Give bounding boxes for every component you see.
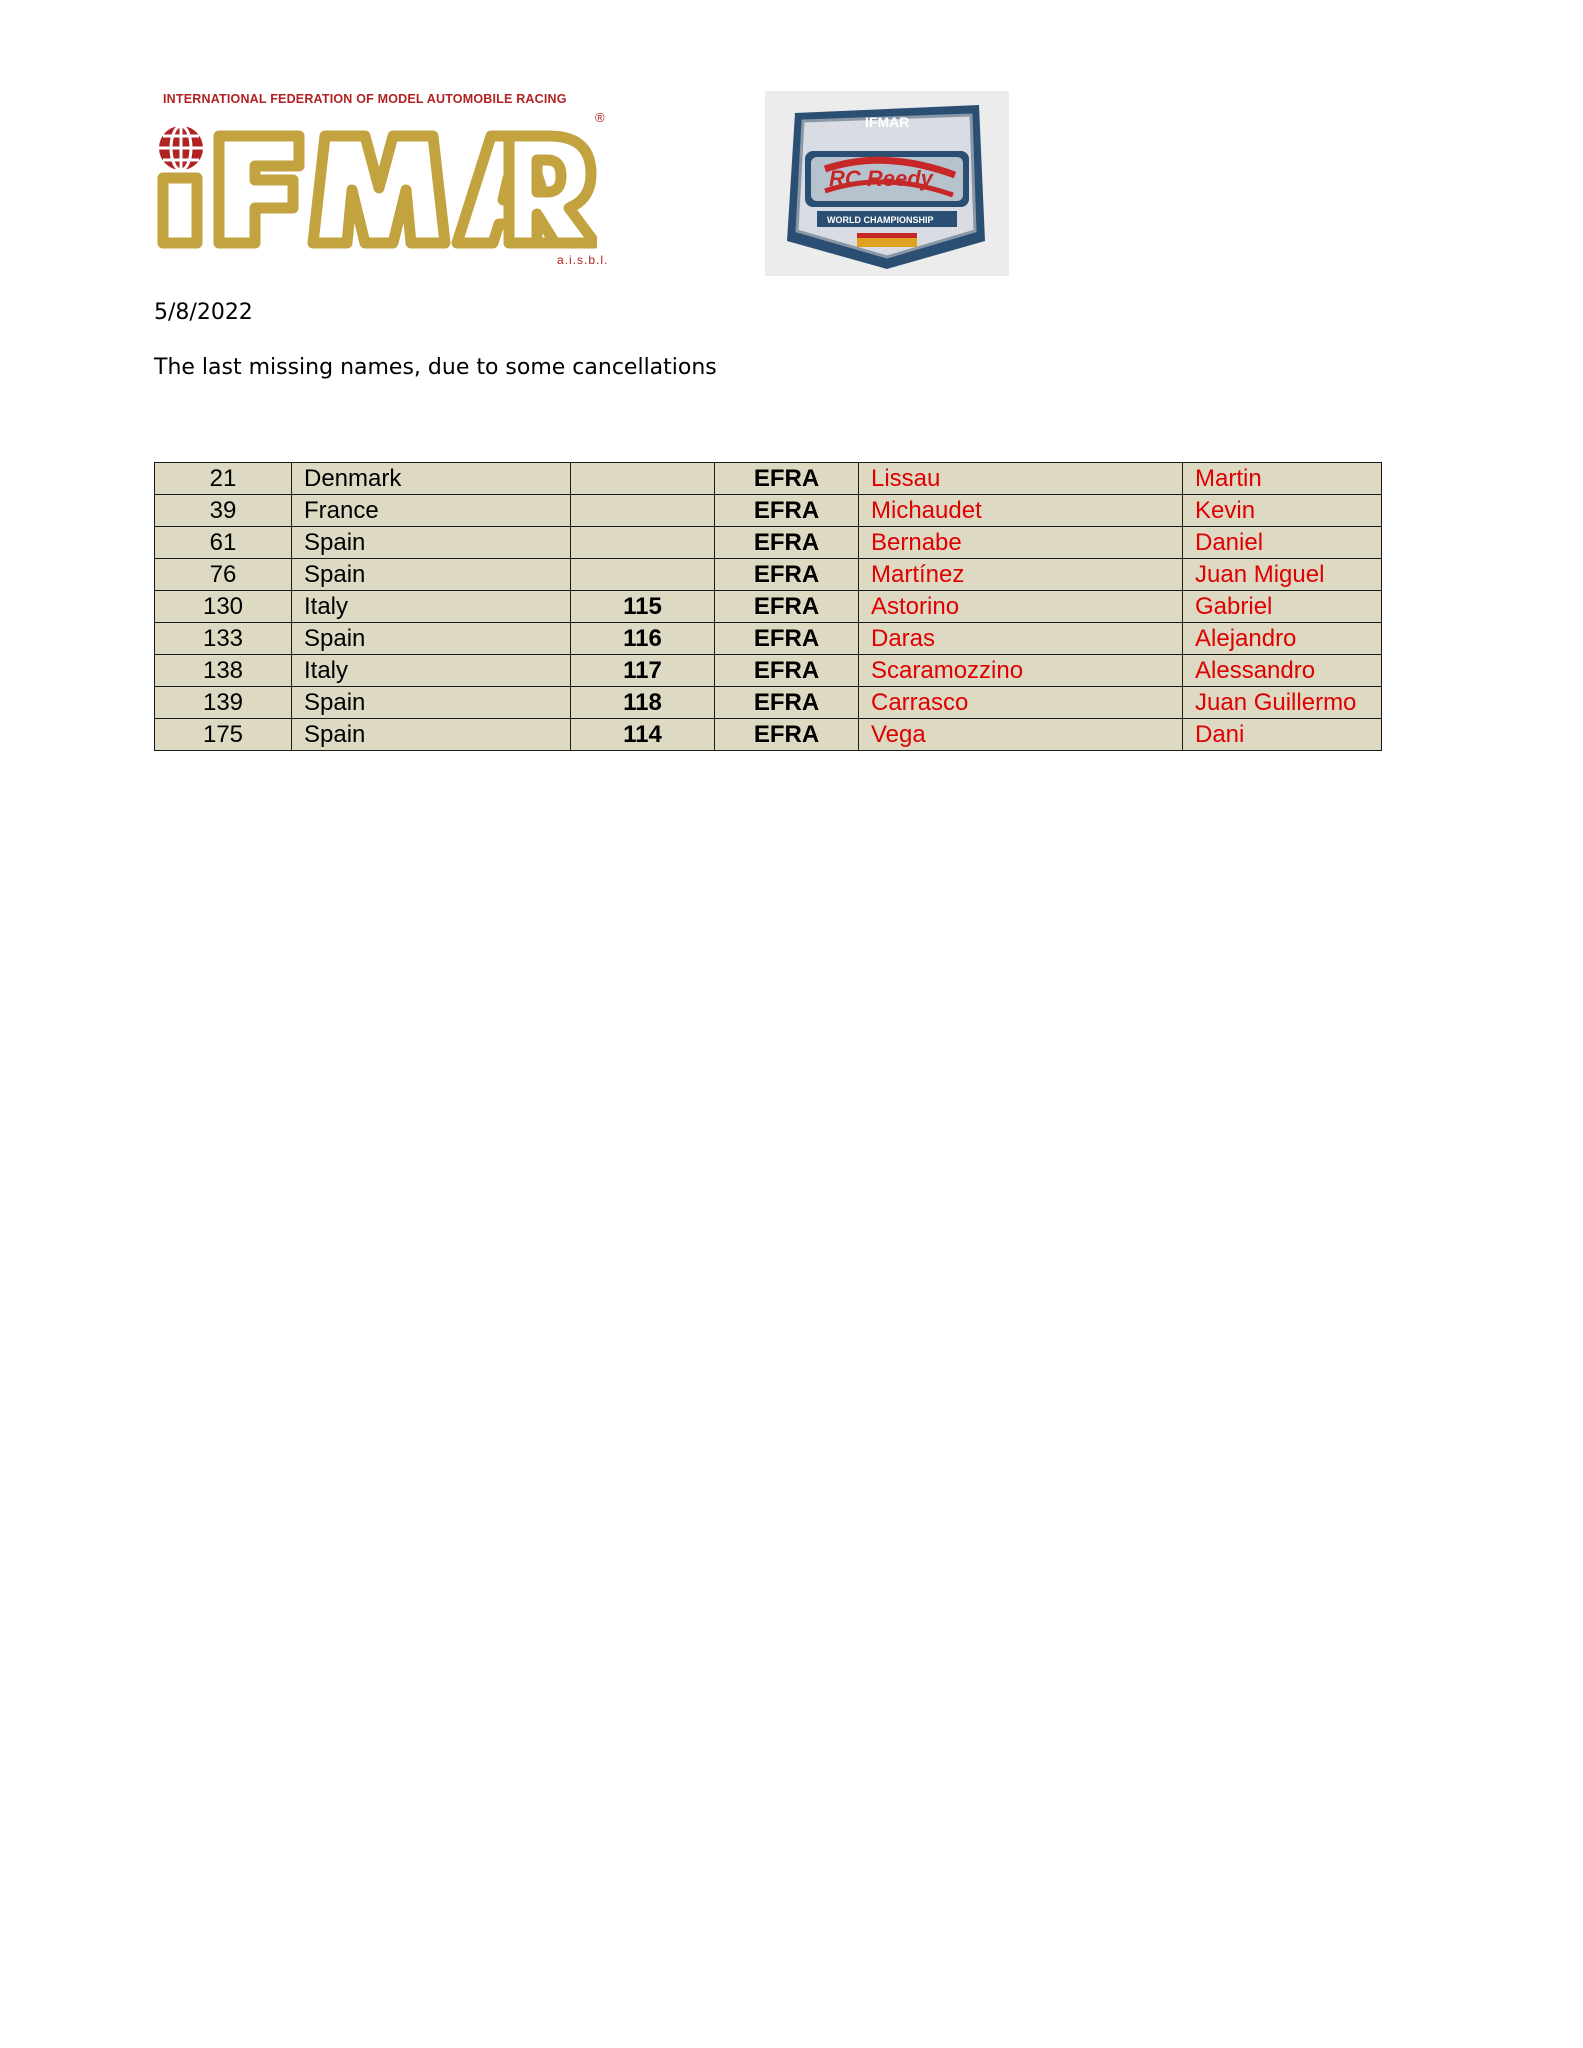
country: Denmark (292, 463, 571, 495)
last-name: Vega (859, 719, 1183, 751)
event-logo-main-text: RC Reedy (829, 166, 933, 191)
car-number: 130 (155, 591, 292, 623)
first-name: Gabriel (1183, 591, 1382, 623)
first-name: Juan Guillermo (1183, 687, 1382, 719)
last-name: Martínez (859, 559, 1183, 591)
first-name: Martin (1183, 463, 1382, 495)
car-number: 21 (155, 463, 292, 495)
championship-badge-icon (765, 91, 1009, 276)
globe-icon (159, 126, 203, 170)
table-row (155, 463, 1382, 495)
transponder (571, 463, 715, 495)
first-name: Dani (1183, 719, 1382, 751)
car-number: 39 (155, 495, 292, 527)
car-number: 61 (155, 527, 292, 559)
federation: EFRA (715, 623, 859, 655)
car-number: 138 (155, 655, 292, 687)
transponder (571, 527, 715, 559)
document-subtitle: The last missing names, due to some cancellations (154, 355, 717, 380)
car-number: 133 (155, 623, 292, 655)
country: Italy (292, 655, 571, 687)
country: France (292, 495, 571, 527)
federation: EFRA (715, 719, 859, 751)
country: Spain (292, 687, 571, 719)
country: Spain (292, 623, 571, 655)
federation: EFRA (715, 591, 859, 623)
country: Spain (292, 719, 571, 751)
country: Spain (292, 527, 571, 559)
first-name: Alessandro (1183, 655, 1382, 687)
last-name: Lissau (859, 463, 1183, 495)
last-name: Bernabe (859, 527, 1183, 559)
table-row (155, 719, 1382, 751)
federation-name: INTERNATIONAL FEDERATION OF MODEL AUTOMOBILE RACING (163, 92, 567, 106)
country: Spain (292, 559, 571, 591)
transponder (571, 495, 715, 527)
table-row (155, 559, 1382, 591)
table-row (155, 495, 1382, 527)
first-name: Alejandro (1183, 623, 1382, 655)
table-row (155, 591, 1382, 623)
legal-suffix: a.i.s.b.l. (557, 253, 609, 267)
first-name: Kevin (1183, 495, 1382, 527)
federation: EFRA (715, 463, 859, 495)
first-name: Daniel (1183, 527, 1382, 559)
table-row (155, 527, 1382, 559)
country: Italy (292, 591, 571, 623)
federation: EFRA (715, 687, 859, 719)
transponder: 114 (571, 719, 715, 751)
federation: EFRA (715, 527, 859, 559)
transponder: 118 (571, 687, 715, 719)
ifmar-logo (157, 88, 617, 270)
transponder (571, 559, 715, 591)
car-number: 175 (155, 719, 292, 751)
document-date: 5/8/2022 (154, 300, 253, 325)
transponder: 117 (571, 655, 715, 687)
last-name: Scaramozzino (859, 655, 1183, 687)
registered-mark: ® (595, 110, 605, 125)
transponder: 116 (571, 623, 715, 655)
event-logo-banner-text: WORLD CHAMPIONSHIP (827, 215, 934, 225)
car-number: 139 (155, 687, 292, 719)
last-name: Carrasco (859, 687, 1183, 719)
table-row (155, 687, 1382, 719)
federation: EFRA (715, 655, 859, 687)
world-championship-logo (765, 91, 1009, 276)
last-name: Daras (859, 623, 1183, 655)
first-name: Juan Miguel (1183, 559, 1382, 591)
last-name: Michaudet (859, 495, 1183, 527)
event-logo-top-text: IFMAR (865, 114, 910, 130)
transponder: 115 (571, 591, 715, 623)
last-name: Astorino (859, 591, 1183, 623)
federation: EFRA (715, 495, 859, 527)
car-number: 76 (155, 559, 292, 591)
ifmar-wordmark-icon (157, 108, 597, 258)
federation: EFRA (715, 559, 859, 591)
driver-entries-table (154, 462, 1382, 751)
table-row (155, 623, 1382, 655)
table-row (155, 655, 1382, 687)
